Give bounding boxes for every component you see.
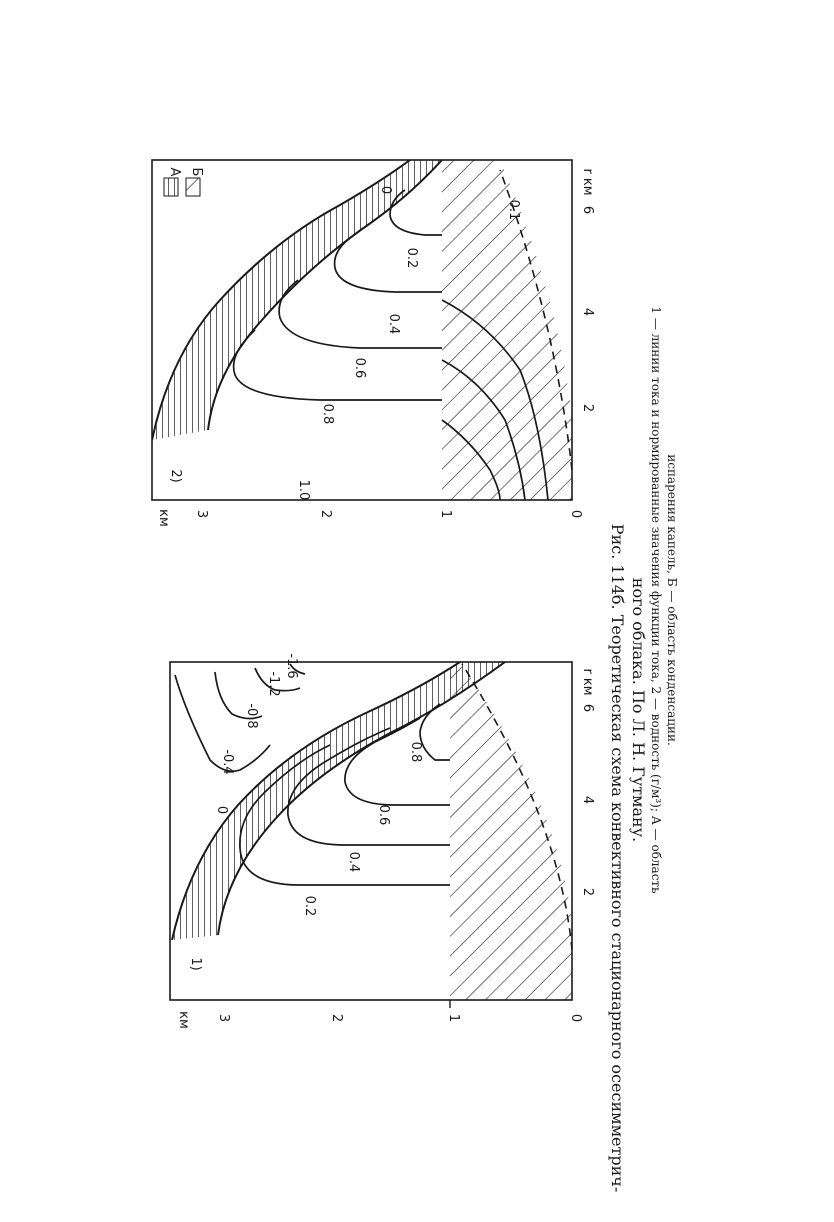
panel-2-ytick-3: 3 <box>194 509 209 519</box>
panel-2-ytick-1: 1 <box>438 509 453 519</box>
panel-1-xtick-4: 4 <box>580 795 595 805</box>
panel-2-xlabel: r км <box>580 168 595 196</box>
p1-contour-label-m1-6: -1.6 <box>284 653 299 679</box>
panel-2-label: 2) <box>168 469 183 483</box>
p2-contour-label-1-0: 1.0 <box>296 479 311 501</box>
caption-note-line2: испарения капель, Б — область конденсации. <box>665 454 679 746</box>
panel-1-y-axis-labels <box>176 1011 583 1029</box>
panel-1-xtick-2: 2 <box>580 887 595 897</box>
panel-1-ytick-3: 3 <box>216 1013 231 1023</box>
panel-2-ylabel: км <box>156 509 171 527</box>
panel-2-ytick-2: 2 <box>318 509 333 519</box>
p1-contour-label-0-2: 0.2 <box>302 895 317 917</box>
legend-swatch-b <box>186 178 200 196</box>
panel-1-contour-labels <box>214 653 423 916</box>
water-line-0-2 <box>390 190 442 235</box>
panel-2-xtick-6: 6 <box>580 205 595 215</box>
figure-caption <box>608 306 679 1192</box>
panel-1 <box>170 653 595 1029</box>
panel-1-label: 1) <box>188 957 203 971</box>
legend <box>164 168 204 196</box>
panel-1-ytick-0: 0 <box>568 1013 583 1023</box>
panel-2-xtick-4: 4 <box>580 307 595 317</box>
p2-contour-label-0-1: 0.1 <box>506 199 521 221</box>
p1-contour-label-0-4: 0.4 <box>346 851 361 873</box>
p2-contour-label-0-6: 0.6 <box>352 357 367 379</box>
caption-title: Рис. 114б. Теоретическая схема конвективного стационарного осесимметрич- <box>608 523 627 1193</box>
water-line-0-4 <box>335 238 442 292</box>
p2-contour-label-0-2: 0.2 <box>404 247 419 269</box>
caption-title-line2: ного облака. По Л. Н. Гутману. <box>629 577 648 843</box>
water-line-0-8 <box>234 330 442 400</box>
panel-2-xtick-2: 2 <box>580 403 595 413</box>
panel-1-ytick-1: 1 <box>446 1013 461 1023</box>
panel-1-xtick-6: 6 <box>580 703 595 713</box>
panel-2-y-axis-labels <box>156 509 583 527</box>
panel-1-region-b <box>450 662 572 1000</box>
panel-1-xlabel: r км <box>580 668 595 696</box>
p2-contour-label-0-8: 0.8 <box>320 403 335 425</box>
p1-contour-label-0: 0 <box>214 805 229 815</box>
panel-2 <box>152 160 595 527</box>
panel-1-ytick-2: 2 <box>329 1013 344 1023</box>
p1-contour-label-m0-4: -0.4 <box>220 749 235 775</box>
p1-contour-label-0-6: 0.6 <box>376 804 391 826</box>
p1-contour-label-m1-2: -1.2 <box>266 671 281 697</box>
legend-swatch-a <box>164 178 178 196</box>
water-line-0-6 <box>279 280 442 348</box>
p2-contour-label-0-4: 0.4 <box>386 313 401 335</box>
p2-contour-label-0: 0 <box>378 185 393 195</box>
caption-note: 1 — линии тока и нормированные значения функции тока, 2 — водность (г/м³); А — область <box>649 306 663 894</box>
p1-contour-label-0-8: 0.8 <box>408 741 423 763</box>
legend-label-a: А <box>167 167 182 177</box>
panel-2-ytick-0: 0 <box>568 509 583 519</box>
legend-label-b: Б <box>189 167 204 177</box>
p1-contour-label-m0-8: -0.8 <box>244 703 259 729</box>
panel-1-ylabel: км <box>176 1011 191 1029</box>
